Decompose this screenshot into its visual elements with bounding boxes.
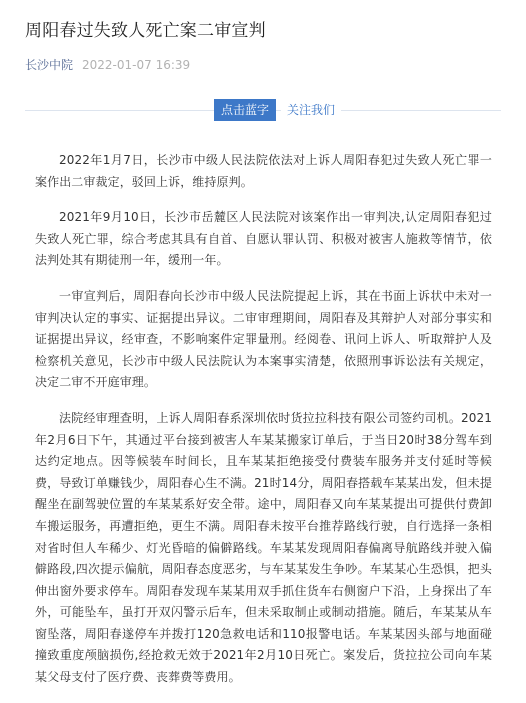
paragraph-3: 一审宣判后，周阳春向长沙市中级人民法院提起上诉，其在书面上诉状中未对一审判决认定的事实、证据提出异议。二审审理期间，周阳春及其辩护人对部分事实和证据提出异议，经审查，不影响案件定罪量刑。经阅卷、讯问上诉人、听取辩护人及检察机关意见，长沙市中级人民法院认为本案事实清楚，依照刑事诉讼法有关规定，决定二审不开庭审理。 — [35, 288, 492, 390]
article-body — [35, 150, 492, 703]
publish-time: 2022-01-07 16:39 — [82, 58, 191, 72]
article-meta — [25, 56, 501, 74]
paragraph-2: 2021年9月10日，长沙市岳麓区人民法院对该案作出一审判决,认定周阳春犯过失致人死亡罪，综合考虑其具有自首、自愿认罪认罚、积极对被害人施救等情节，依法判处其有期徒刑一年，缓刑一年。 — [35, 210, 492, 268]
paragraph-4: 法院经审理查明，上诉人周阳春系深圳依时货拉拉科技有限公司签约司机。2021年2月6日下午，其通过平台接到被害人车某某搬家订单后，于当日20时38分驾车到达约定地点。因等候装车时间长，且车某某拒绝接受付费装车服务并支付延时等候费，导致订单赚钱少，周阳春心生不满。21时14分，周阳春搭载车某某出发，但未提醒坐在副驾驶位置的车某某系好安全带。途中，周阳春又向车某某提出可提供付费卸车搬运服务，再遭拒绝，更生不满。周阳春未按平台推荐路线行驶，自行选择一条相对省时但人车稀少、灯光昏暗的偏僻路线。车某某发现周阳春偏离导航路线并驶入偏僻路段,四次提示偏航，周阳春态度恶劣，与车某某发生争吵。车某某心生恐惧，把头伸出窗外要求停车。周阳春发现车某某用双手抓住货车右侧窗户下沿，上身探出了车外，可能坠车，虽打开双闪警示后车，但未采取制止或制动措施。随后，车某某从车窗坠落，周阳春遂停车并拨打120急救电话和110报警电话。车某某因头部与地面碰撞致重度颅脑损伤,经抢救无效于2021年2月10日死亡。案发后，货拉拉公司向车某某父母支付了医疗费、丧葬费等费用。 — [35, 410, 492, 685]
article-title: 周阳春过失致人死亡案二审宣判 — [25, 21, 266, 41]
follow-banner — [25, 97, 501, 125]
account-name-link[interactable]: 长沙中院 — [25, 58, 74, 72]
paragraph-1: 2022年1月7日，长沙市中级人民法院依法对上诉人周阳春犯过失致人死亡罪一案作出二审裁定，驳回上诉，维持原判。 — [35, 153, 492, 189]
follow-us-link[interactable]: 关注我们 — [281, 99, 341, 121]
click-blue-text-button[interactable]: 点击蓝字 — [214, 99, 276, 121]
